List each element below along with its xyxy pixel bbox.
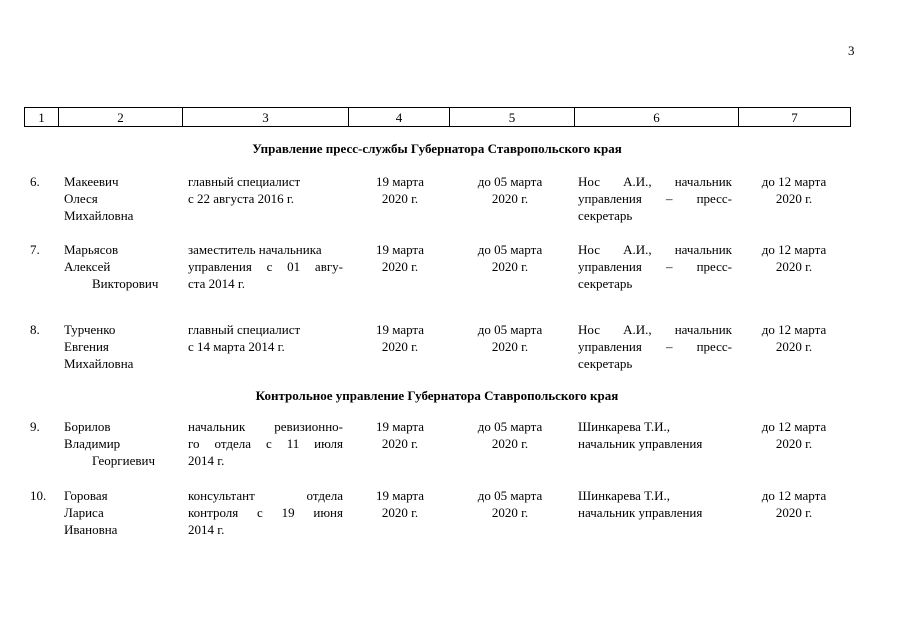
responsible-person: Нос А.И., начальник управления – пресс- секретарь xyxy=(578,322,732,371)
row-number: 9. xyxy=(30,419,40,434)
employee-name: Горовая Лариса Ивановна xyxy=(64,488,118,537)
date-col-5: до 05 марта 2020 г. xyxy=(477,488,543,520)
column-number: 3 xyxy=(183,108,349,127)
responsible-person: Шинкарева Т.И., начальник управления xyxy=(578,488,703,520)
employee-name: Марьясов Алексей Викторович xyxy=(64,242,159,291)
responsible-person: Нос А.И., начальник управления – пресс- секретарь xyxy=(578,242,732,291)
employee-position: главный специалист с 22 августа 2016 г. xyxy=(188,174,301,206)
employee-name: Макеевич Олеся Михайловна xyxy=(64,174,134,223)
row-number: 6. xyxy=(30,174,40,189)
column-number: 4 xyxy=(349,108,450,127)
column-number-header xyxy=(24,107,851,127)
column-number: 5 xyxy=(450,108,575,127)
date-col-5: до 05 марта 2020 г. xyxy=(477,322,543,354)
column-number: 6 xyxy=(575,108,739,127)
date-col-7: до 12 марта 2020 г. xyxy=(761,419,827,451)
date-col-7: до 12 марта 2020 г. xyxy=(761,488,827,520)
employee-position: заместитель начальника управления с 01 авгу- ста 2014 г. xyxy=(188,242,343,291)
row-number: 8. xyxy=(30,322,40,337)
column-number: 2 xyxy=(59,108,183,127)
date-col-4: 19 марта 2020 г. xyxy=(375,322,425,354)
date-col-4: 19 марта 2020 г. xyxy=(375,419,425,451)
section-title: Контрольное управление Губернатора Ставропольского края xyxy=(255,388,619,403)
date-col-4: 19 марта 2020 г. xyxy=(375,174,425,206)
responsible-person: Шинкарева Т.И., начальник управления xyxy=(578,419,703,451)
date-col-5: до 05 марта 2020 г. xyxy=(477,419,543,451)
employee-position: консультант отдела контроля с 19 июня 2014 г. xyxy=(188,488,343,537)
row-number: 10. xyxy=(30,488,47,503)
employee-name: Борилов Владимир Георгиевич xyxy=(64,419,155,468)
page-number: 3 xyxy=(848,43,855,58)
date-col-4: 19 марта 2020 г. xyxy=(375,242,425,274)
date-col-7: до 12 марта 2020 г. xyxy=(761,174,827,206)
date-col-5: до 05 марта 2020 г. xyxy=(477,242,543,274)
date-col-4: 19 марта 2020 г. xyxy=(375,488,425,520)
date-col-5: до 05 марта 2020 г. xyxy=(477,174,543,206)
employee-name: Турченко Евгения Михайловна xyxy=(64,322,134,371)
employee-position: главный специалист с 14 марта 2014 г. xyxy=(188,322,301,354)
row-number: 7. xyxy=(30,242,40,257)
section-title: Управление пресс-службы Губернатора Ставропольского края xyxy=(252,141,622,156)
employee-position: начальник ревизионно- го отдела с 11 июля 2014 г. xyxy=(188,419,343,468)
date-col-7: до 12 марта 2020 г. xyxy=(761,322,827,354)
column-number: 1 xyxy=(25,108,59,127)
date-col-7: до 12 марта 2020 г. xyxy=(761,242,827,274)
responsible-person: Нос А.И., начальник управления – пресс- секретарь xyxy=(578,174,732,223)
column-number: 7 xyxy=(739,108,851,127)
